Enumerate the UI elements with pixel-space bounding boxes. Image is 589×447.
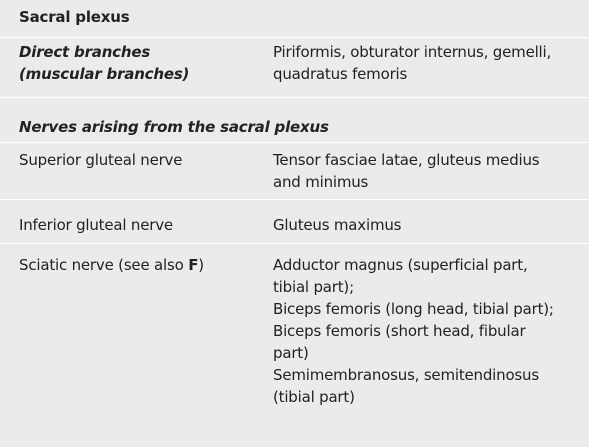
section-heading-row: [0, 97, 589, 143]
table-row-sciatic: [0, 243, 589, 447]
table-row-direct-branches: [0, 37, 589, 98]
table-row-inferior-gluteal: [0, 199, 589, 244]
direct-branches-value-line: quadratus femoris: [273, 65, 408, 83]
superior-gluteal-label: Superior gluteal nerve: [19, 151, 183, 169]
sciatic-label-suffix: ): [198, 256, 204, 274]
sciatic-value-line: Biceps femoris (short head, fibular: [273, 322, 526, 340]
direct-branches-label-line: (muscular branches): [19, 65, 190, 83]
sciatic-value: [273, 254, 583, 408]
superior-gluteal-value-line: and minimus: [273, 173, 369, 191]
inferior-gluteal-value: Gluteus maximus: [273, 216, 402, 234]
sciatic-value-line: (tibial part): [273, 388, 355, 406]
direct-branches-value: [273, 41, 583, 85]
sciatic-value-line: Adductor magnus (superficial part,: [273, 256, 528, 274]
inferior-gluteal-label: Inferior gluteal nerve: [19, 216, 173, 234]
table-title-row: [0, 0, 589, 37]
sciatic-value-line: Semimembranosus, semitendinosus: [273, 366, 539, 384]
sciatic-label-prefix: Sciatic nerve (see also: [19, 256, 189, 274]
sciatic-value-line: part): [273, 344, 309, 362]
direct-branches-value-line: Piriformis, obturator internus, gemelli,: [273, 43, 552, 61]
section-heading: Nerves arising from the sacral plexus: [19, 118, 329, 136]
direct-branches-label-line: Direct branches: [19, 43, 151, 61]
table-title: Sacral plexus: [19, 8, 130, 26]
sciatic-value-line: tibial part);: [273, 278, 354, 296]
superior-gluteal-value-line: Tensor fasciae latae, gluteus medius: [273, 151, 540, 169]
sciatic-label: [19, 254, 259, 276]
sciatic-value-line: Biceps femoris (long head, tibial part);: [273, 300, 554, 318]
superior-gluteal-value: [273, 149, 583, 193]
figure-reference: F: [188, 256, 199, 274]
direct-branches-label: [19, 41, 259, 85]
table-row-superior-gluteal: [0, 142, 589, 200]
